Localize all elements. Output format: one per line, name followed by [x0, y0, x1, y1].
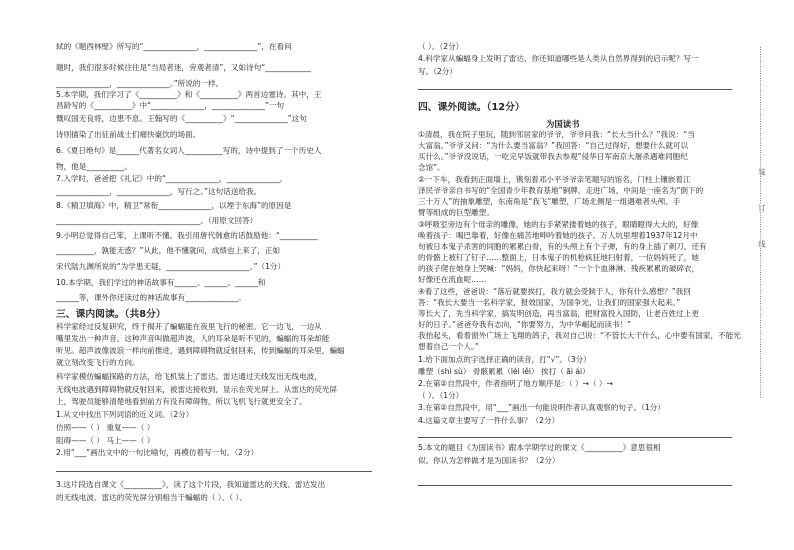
text-line: ______________，______________，写行之。”这句话送给我。 [56, 187, 262, 196]
story-line: 等长大了，先当科学家，搞发明创造，再当富翁，把财富投入国防，让老百姓过上更 [418, 309, 699, 318]
story-line: 好像还在流血呢…… [418, 275, 487, 284]
text-line: 昌龄写的《__________》中“______________，______________”一句 [56, 101, 285, 110]
passage-line: 上，驾驶员能够清楚地看到前方有没有障碍物，所以飞机飞行就更安全了。 [56, 397, 307, 406]
question-line: 2.用“___”画出文中的一句比喻句，再模仿着写一句。（2分） [56, 448, 259, 457]
story-line: ①清晨，我在院子里玩，随到邻居家的爷爷，爷爷问我：“长大当什么？”我说：“当 [418, 130, 695, 139]
section-4-title: 四、课外阅读。（12分） [418, 102, 525, 113]
question-line: 1.从文中找出下列词语的近义词。（2分） [56, 410, 194, 419]
section-3-title: 三、课内阅读。（共8分） [56, 309, 166, 320]
story-line: 念馆”。 [418, 163, 445, 172]
text-line: 7.入学时，爸爸把《礼记》中的“______________，______________， [56, 174, 288, 183]
passage-line: 嘴里发出一种声音，这种声音叫做超声波，人的耳朵是听不见的，蝙蝠的耳朵却能 [56, 334, 330, 343]
text-line: 8.《精卫填海》中，精卫“常衔______________，以堙于东海”的原因是 [56, 201, 292, 210]
text-line: __________，孰能无惑？”从此，他不懂就问，成绩也上来了，正如 [56, 246, 281, 255]
answer-line[interactable] [418, 485, 732, 486]
question-line: 3.在第②自然段中，用“___”画出一句能说明作者认真观察的句子。（1分） [418, 403, 665, 412]
story-line: 好的日子。”爸爸夸我有志向，“你要努力，为中华崛起而读书！” [418, 320, 632, 329]
question-line: 4.这篇文章主要写了一件什么事？（2分） [418, 416, 560, 425]
question-line: 的无线电波、雷达的荧光屏分别相当于蝙蝠的（ ）、（ ）、 [56, 493, 247, 502]
story-line: ②一下车，我看到正面墙上，镌刻着邓小平爷爷亲笔题写的馆名，门柱上镶嵌着江 [418, 175, 691, 184]
question-line: 仿照——（ ） 重复——（ ） [56, 423, 155, 432]
passage-line: 科学家经过反复研究，终于揭开了蝙蝠能在夜里飞行的秘密。它一边飞，一边从 [56, 322, 322, 331]
answer-line[interactable] [56, 471, 372, 472]
story-line: 的骨骼上被钉了钉子……整面上，日本鬼子的机枪疯狂地扫射着，一位妈妈死了，她 [418, 253, 699, 262]
answer-line[interactable] [418, 89, 732, 90]
text-line: 宋代陆九渊所说的“为学患无疑，______________________。”（1分） [56, 262, 286, 271]
question-line: 似。你认为怎样做才是为国读书？（2分） [418, 456, 560, 465]
binding-line-text: ……………………………………………装…………订…………线……………………………………………………… [758, 46, 767, 399]
answer-line[interactable] [418, 437, 732, 438]
text-line: 诗则描染了出征前战士们痛快豪饮的场面。 [56, 130, 201, 139]
story-line: 三十万人”的抽象雕塑，东南角是“我飞”雕塑，广场北侧是一组遇难者头颅、手 [418, 197, 681, 206]
text-line: ______________________________________。（用原文回答） [56, 216, 258, 225]
passage-line: 无线电波遇到障碍物就反射回来，被雷达接收到，显示在荧光屏上。从雷达的荧光屏 [56, 385, 337, 394]
question-line: 3.这片段选自课文《__________》，读了这个片段，我知道雷达的天线、雷达发出 [56, 480, 326, 489]
text-line: 物，他是__________。 [56, 162, 132, 171]
story-line: 大富翁。”爷爷又问：“为什么要当富翁？”我回答：“自己过得好，想要什么就可以 [418, 141, 689, 150]
passage-line: 科学家模仿蝙蝠探路的方法，给飞机装上了雷达。雷达通过天线发出无线电波， [56, 372, 322, 381]
text-line: 慨叹国无良将，边患不息。王翰写的《__________》“______________”这句 [56, 114, 307, 123]
text-line: 轼的《题西林壁》所写的“______________，______________”，在看问 [56, 42, 292, 51]
story-line: 唤着孩子：喝巴靠着，好像在痛苦地呻吟着她的孩子。万人坑里埋着1937年12月中 [418, 231, 698, 240]
text-line: （ ）。（2分） [418, 42, 464, 51]
question-line: （ ）。（1分） [418, 391, 464, 400]
text-line: 10.本学期，我们学过的神话故事有______、______、______和 [56, 278, 266, 287]
question-line: 1.给下面加点的字选择正确的读音，打“√”。（3分） [418, 355, 591, 364]
story-line: 泽民爷爷亲自书写的“全国青少年教育基地”铜牌。走进广场，中间是一座名为“倒下的 [418, 186, 704, 195]
question-line: 2.在第②自然段中，作者指明了地方顺序是：（ ）→（ ）→ [418, 379, 613, 388]
story-line: 我抬起头，看着窗外广场上飞翔的鸽子，我对自己说：“不管长大干什么，心中要有国家，不能光 [418, 331, 741, 340]
story-line: 想着自己一个人。” [418, 342, 479, 351]
story-line: ④看了这些，爸爸说：“落后就要挨打，我方就会受制于人，你有什么感想？”我回 [418, 287, 691, 296]
story-line: 买什么。”爷爷没说话，一吃完早饭就带我去参观“侵华日军南京大屠杀遇难同胞纪 [418, 152, 688, 161]
story-line: 旬被日本鬼子杀害的同胞的累累白骨，有的头颅上有个子弹，有的身上插了刺刀，还有 [418, 242, 707, 251]
question-line: 雕塑（shì sù） 骨骸累累（léi lěi） 挨打（ āi ái） [418, 367, 590, 376]
text-line: 写。（2分） [418, 67, 457, 76]
text-line: 题时，我们很多时候往往是“当局者迷，旁观者清”，又如诗句“____________ [56, 63, 311, 72]
passage-line: 就立刻改变飞行的方向。 [56, 358, 140, 367]
text-line: 4.科学家从蝙蝠身上发明了雷达，你还知道哪些是人类从自然界得到的启示呢？写一 [418, 54, 699, 63]
text-line: 5.本学期，我们学习了《__________》和《__________》两首边塞诗。其中，王 [56, 90, 322, 99]
story-line: 的孩子爬在她身上哭喊：“妈妈，你快起来呀！”一个个血淋淋、残疾累累的破碎衣， [418, 264, 700, 273]
question-line: 5.本文的题目《为国读书》跟本学期学过的课文《__________》意思很相 [418, 443, 661, 452]
story-line: 臂等组成的巨型雕塑。 [418, 208, 494, 217]
story-line: 答：“我长大要当一名科学家，报效国家，为国争光，让我们的国家强大起来。” [418, 298, 681, 307]
text-line: 9.小明总觉得自己笨，上课听不懂。我引用唐代韩愈的话鼓励他：“__________ [56, 231, 318, 240]
question-line: 阻碍——（ ） 马上——（ ） [56, 436, 155, 445]
text-line: ______________，______________。”所说的一样。 [56, 79, 224, 88]
text-line: 6.《夏日绝句》是______代著名女词人__________写的，诗中提到了一个历史人 [56, 146, 322, 155]
story-title: 为国读书 [546, 119, 580, 129]
text-line: ______等，课外你还读过的神话故事有______________。 [56, 293, 246, 302]
passage-line: 听见。超声波像波浪一样向前推进，遇到障碍物就反射回来，传到蝙蝠的耳朵里，蝙蝠 [56, 346, 345, 355]
story-line: ③呼吸室旁边有个母亲的雕像，她的右手紧紧搂着她的孩子，眼睛瞪得大大的，好像 [418, 220, 699, 229]
